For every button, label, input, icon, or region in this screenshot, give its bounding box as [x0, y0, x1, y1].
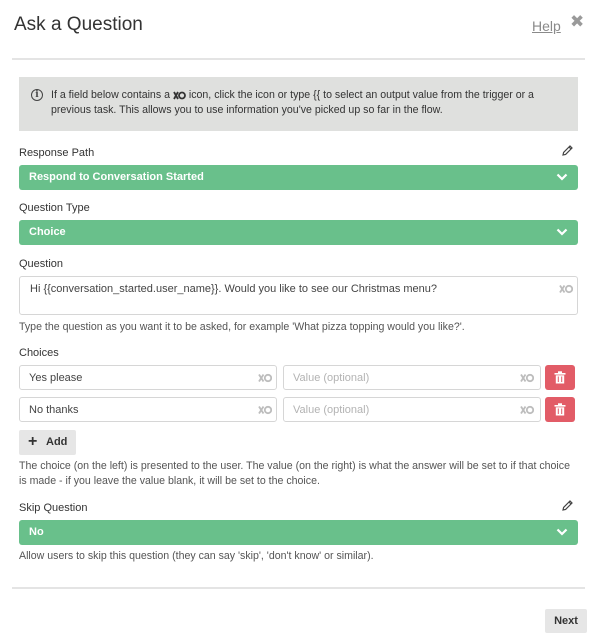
variable-link-icon — [173, 91, 186, 100]
info-text-after: icon, click the icon or type {{ to select an output value from the trigger or a previous task. This allows you to use information you've picked up so far in the flow. — [51, 89, 534, 116]
trash-icon — [554, 403, 566, 416]
close-icon[interactable]: ✖ — [570, 12, 585, 31]
question-label: Question — [19, 258, 64, 270]
chevron-down-icon — [556, 228, 568, 236]
next-button[interactable]: Next — [545, 609, 587, 633]
info-text — [51, 88, 566, 118]
info-icon: i — [31, 89, 43, 101]
choice-input[interactable] — [19, 365, 277, 390]
skip-question-hint: Allow users to skip this question (they can say 'skip', 'don't know' or similar). — [19, 550, 374, 562]
skip-question-value: No — [29, 526, 44, 538]
dialog-header — [0, 0, 597, 58]
response-path-select[interactable] — [19, 165, 578, 190]
response-path-value: Respond to Conversation Started — [29, 171, 204, 183]
response-path-label: Response Path — [19, 147, 95, 159]
pencil-icon[interactable] — [561, 499, 574, 512]
choice-text: No thanks — [29, 404, 79, 416]
info-banner — [19, 77, 578, 131]
variable-link-icon[interactable] — [520, 373, 534, 383]
choices-hint: The choice (on the left) is presented to the user. The value (on the right) is what the answer will be set to if that choice is made - if you leave the value blank, it will be set to the choice. — [19, 460, 570, 487]
choice-value-input[interactable] — [283, 365, 541, 390]
variable-link-icon[interactable] — [258, 405, 272, 415]
choices-label: Choices — [19, 347, 59, 359]
question-type-select[interactable] — [19, 220, 578, 245]
dialog-title: Ask a Question — [14, 14, 143, 35]
plus-icon: + — [28, 433, 38, 450]
trash-icon — [554, 371, 566, 384]
variable-link-icon[interactable] — [520, 405, 534, 415]
add-choice-label: Add — [46, 436, 68, 448]
footer-divider — [12, 587, 585, 589]
chevron-down-icon — [556, 528, 568, 536]
choice-value-placeholder: Value (optional) — [293, 404, 370, 416]
choice-value-input[interactable] — [283, 397, 541, 422]
header-divider — [12, 58, 585, 60]
delete-choice-button[interactable] — [545, 365, 575, 390]
question-input[interactable] — [19, 276, 578, 315]
add-choice-button[interactable] — [19, 430, 76, 455]
choice-input[interactable] — [19, 397, 277, 422]
question-type-label: Question Type — [19, 202, 90, 214]
pencil-icon[interactable] — [561, 144, 574, 157]
question-text: Hi {{conversation_started.user_name}}. Would you like to see our Christmas menu? — [30, 283, 438, 295]
help-link[interactable]: Help — [532, 18, 561, 34]
delete-choice-button[interactable] — [545, 397, 575, 422]
chevron-down-icon — [556, 173, 568, 181]
variable-link-icon[interactable] — [559, 284, 573, 294]
choice-text: Yes please — [29, 372, 83, 384]
skip-question-select[interactable] — [19, 520, 578, 545]
question-hint: Type the question as you want it to be asked, for example 'What pizza topping would you like?'. — [19, 321, 465, 333]
skip-question-label: Skip Question — [19, 502, 88, 514]
variable-link-icon[interactable] — [258, 373, 272, 383]
question-type-value: Choice — [29, 226, 66, 238]
info-text-before: If a field below contains a — [51, 89, 170, 101]
choice-value-placeholder: Value (optional) — [293, 372, 370, 384]
